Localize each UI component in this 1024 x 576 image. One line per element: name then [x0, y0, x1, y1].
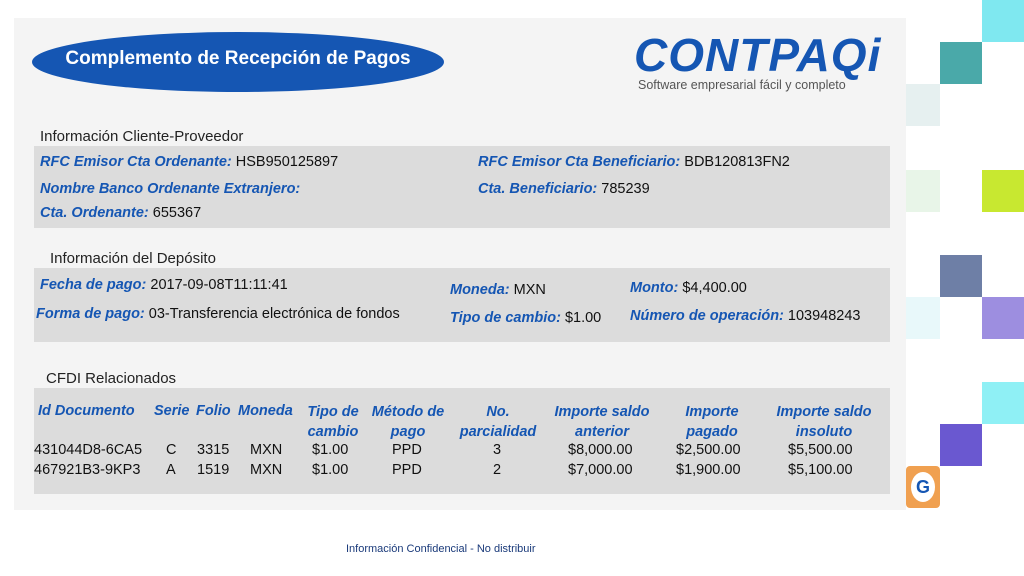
header-importe-insoluto	[766, 402, 882, 442]
header-importe-anterior	[546, 402, 658, 442]
header-anterior-line2: anterior	[575, 424, 629, 440]
monto-label: Monto:	[630, 280, 679, 296]
deco-square	[906, 297, 940, 339]
row1-folio: 3315	[197, 442, 230, 458]
row1-insoluto: $5,500.00	[788, 442, 853, 458]
fecha-label: Fecha de pago:	[40, 277, 147, 293]
moneda-value: MXN	[513, 282, 546, 298]
monto-field	[630, 280, 747, 296]
rfc-beneficiario-label: RFC Emisor Cta Beneficiario:	[478, 154, 681, 170]
row1-id: 431044D8-6CA5	[34, 442, 143, 458]
header-moneda: Moneda	[238, 403, 293, 419]
header-metodo	[366, 402, 450, 442]
header-metodo-line2: pago	[390, 424, 426, 440]
banco-extranjero-label: Nombre Banco Ordenante Extranjero:	[40, 181, 301, 197]
num-operacion-value: 103948243	[787, 308, 861, 324]
cta-beneficiario-label: Cta. Beneficiario:	[478, 181, 598, 197]
cta-beneficiario-field	[478, 181, 650, 197]
cta-ordenante-value: 655367	[152, 205, 202, 221]
row1-tipo-cambio: $1.00	[312, 442, 349, 458]
brand-logo: CONTPAQi	[634, 29, 882, 81]
cta-beneficiario-value: 785239	[601, 181, 650, 197]
header-id: Id Documento	[38, 403, 135, 419]
document-panel	[14, 18, 906, 510]
deco-square	[982, 382, 1024, 424]
rfc-beneficiario-field	[478, 154, 790, 170]
row1-parcialidad: 3	[493, 442, 502, 458]
header-importe-pagado	[670, 402, 754, 442]
num-operacion-label: Número de operación:	[630, 308, 784, 324]
deco-square	[940, 424, 982, 466]
row1-serie: C	[166, 442, 177, 458]
row2-folio: 1519	[197, 462, 230, 478]
tipo-cambio-field	[450, 310, 601, 326]
rfc-ordenante-label: RFC Emisor Cta Ordenante:	[40, 154, 232, 170]
monto-value: $4,400.00	[682, 280, 747, 296]
deco-square	[906, 84, 940, 126]
deco-square	[982, 0, 1024, 42]
row2-parcialidad: 2	[493, 462, 502, 478]
header-metodo-line1: Método de	[371, 404, 445, 420]
header-tipo-cambio-line1: Tipo de	[307, 404, 359, 420]
corner-logo-mark-icon: G	[911, 472, 935, 502]
row2-anterior: $7,000.00	[568, 462, 633, 478]
forma-pago-value: 03-Transferencia electrónica de fondos	[148, 306, 400, 322]
forma-pago-label: Forma de pago:	[36, 306, 145, 322]
moneda-label: Moneda:	[450, 282, 510, 298]
client-section-title: Información Cliente-Proveedor	[40, 128, 244, 145]
header-serie: Serie	[154, 403, 190, 419]
deco-square	[940, 42, 982, 84]
fecha-field	[40, 277, 288, 293]
header-tipo-cambio	[298, 402, 368, 442]
header-pagado-line2: pagado	[686, 424, 738, 440]
row2-serie: A	[166, 462, 176, 478]
deposit-section-title: Información del Depósito	[50, 250, 216, 267]
row2-tipo-cambio: $1.00	[312, 462, 349, 478]
rfc-beneficiario-value: BDB120813FN2	[684, 154, 790, 170]
corner-logo	[906, 466, 940, 508]
fecha-value: 2017-09-08T11:11:41	[150, 277, 288, 293]
row1-metodo: PPD	[392, 442, 422, 458]
deco-square	[906, 170, 940, 212]
deco-square	[982, 297, 1024, 339]
cfdi-section-title: CFDI Relacionados	[46, 370, 177, 387]
header-anterior-line1: Importe saldo	[554, 404, 650, 420]
header-insoluto-line2: insoluto	[795, 424, 853, 440]
header-parcialidad	[452, 402, 544, 442]
forma-pago-field	[36, 306, 400, 322]
header-pagado-line1: Importe	[685, 404, 739, 420]
num-operacion-field	[630, 308, 861, 324]
row2-pagado: $1,900.00	[676, 462, 741, 478]
header-tipo-cambio-line2: cambio	[307, 424, 359, 440]
tipo-cambio-label: Tipo de cambio:	[450, 310, 561, 326]
row2-id: 467921B3-9KP3	[34, 462, 141, 478]
header-parcialidad-line2: parcialidad	[459, 424, 537, 440]
document-title: Complemento de Recepción de Pagos	[65, 48, 411, 69]
confidential-footer: Información Confidencial - No distribuir	[346, 543, 536, 555]
row2-moneda: MXN	[250, 462, 283, 478]
row1-anterior: $8,000.00	[568, 442, 633, 458]
row2-metodo: PPD	[392, 462, 422, 478]
deco-square	[982, 170, 1024, 212]
header-insoluto-line1: Importe saldo	[776, 404, 872, 420]
row1-moneda: MXN	[250, 442, 283, 458]
rfc-ordenante-field	[40, 154, 338, 170]
row2-insoluto: $5,100.00	[788, 462, 853, 478]
cta-ordenante-label: Cta. Ordenante:	[40, 205, 149, 221]
header-parcialidad-line1: No.	[486, 404, 510, 420]
row1-pagado: $2,500.00	[676, 442, 741, 458]
cta-ordenante-field	[40, 205, 201, 221]
header-folio: Folio	[196, 403, 231, 419]
brand-tagline: Software empresarial fácil y completo	[638, 78, 846, 92]
tipo-cambio-value: $1.00	[564, 310, 602, 326]
rfc-ordenante-value: HSB950125897	[235, 154, 339, 170]
deco-square	[940, 255, 982, 297]
moneda-field	[450, 282, 546, 298]
